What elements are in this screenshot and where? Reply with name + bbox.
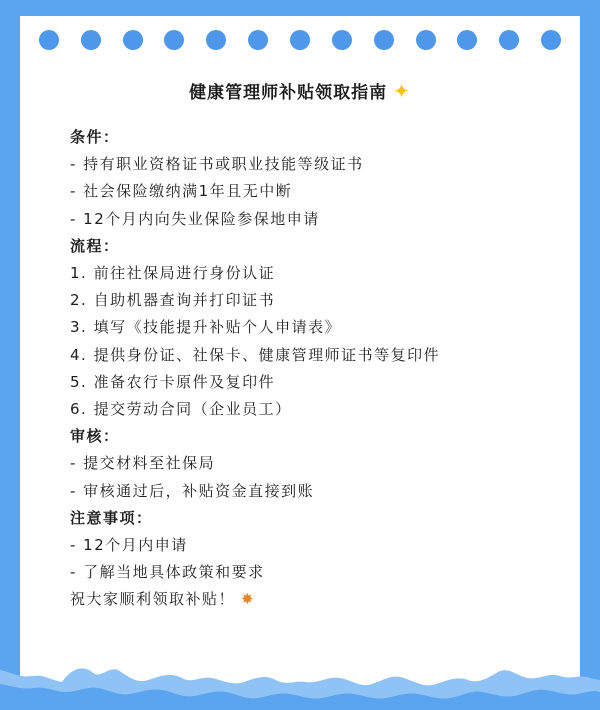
binder-hole xyxy=(39,30,59,50)
binder-holes xyxy=(20,24,580,56)
binder-hole xyxy=(164,30,184,50)
list-item: - 了解当地具体政策和要求 xyxy=(70,563,265,582)
list-item: - 提交材料至社保局 xyxy=(70,454,216,473)
closing-line xyxy=(70,586,550,613)
section-heading-notes: 注意事项： xyxy=(70,508,153,527)
list-item: 4. 提供身份证、社保卡、健康管理师证书等复印件 xyxy=(70,345,441,364)
section-heading-process: 流程： xyxy=(70,236,120,255)
section-heading-review: 审核： xyxy=(70,427,120,446)
binder-hole xyxy=(374,30,394,50)
party-popper-icon: ✸ xyxy=(241,590,256,609)
binder-hole xyxy=(81,30,101,50)
list-item: - 12个月内向失业保险参保地申请 xyxy=(70,209,320,228)
list-item: 5. 准备农行卡原件及复印件 xyxy=(70,372,276,391)
list-item: 2. 自助机器查询并打印证书 xyxy=(70,291,276,310)
binder-hole xyxy=(499,30,519,50)
closing-text: 祝大家顺利领取补贴！ xyxy=(70,590,236,609)
list-item: 3. 填写《技能提升补贴个人申请表》 xyxy=(70,318,342,337)
list-item: 6. 提交劳动合同（企业员工） xyxy=(70,400,292,419)
note-paper xyxy=(20,16,580,706)
binder-hole xyxy=(206,30,226,50)
list-item: - 社会保险缴纳满1年且无中断 xyxy=(70,182,293,201)
binder-hole xyxy=(123,30,143,50)
list-item: 1. 前往社保局进行身份认证 xyxy=(70,264,276,283)
page-title-row xyxy=(20,78,580,108)
guide-content xyxy=(70,124,550,614)
page-title: 健康管理师补贴领取指南 xyxy=(189,83,388,103)
binder-hole xyxy=(290,30,310,50)
torn-paper-edge xyxy=(0,650,600,710)
list-item: - 审核通过后，补贴资金直接到账 xyxy=(70,481,315,500)
binder-hole xyxy=(332,30,352,50)
list-item: - 12个月内申请 xyxy=(70,536,188,555)
binder-hole xyxy=(248,30,268,50)
star-icon: ✦ xyxy=(393,79,411,103)
binder-hole xyxy=(457,30,477,50)
binder-hole xyxy=(416,30,436,50)
section-heading-conditions: 条件： xyxy=(70,128,120,146)
binder-hole xyxy=(541,30,561,50)
list-item: - 持有职业资格证书或职业技能等级证书 xyxy=(70,155,364,174)
